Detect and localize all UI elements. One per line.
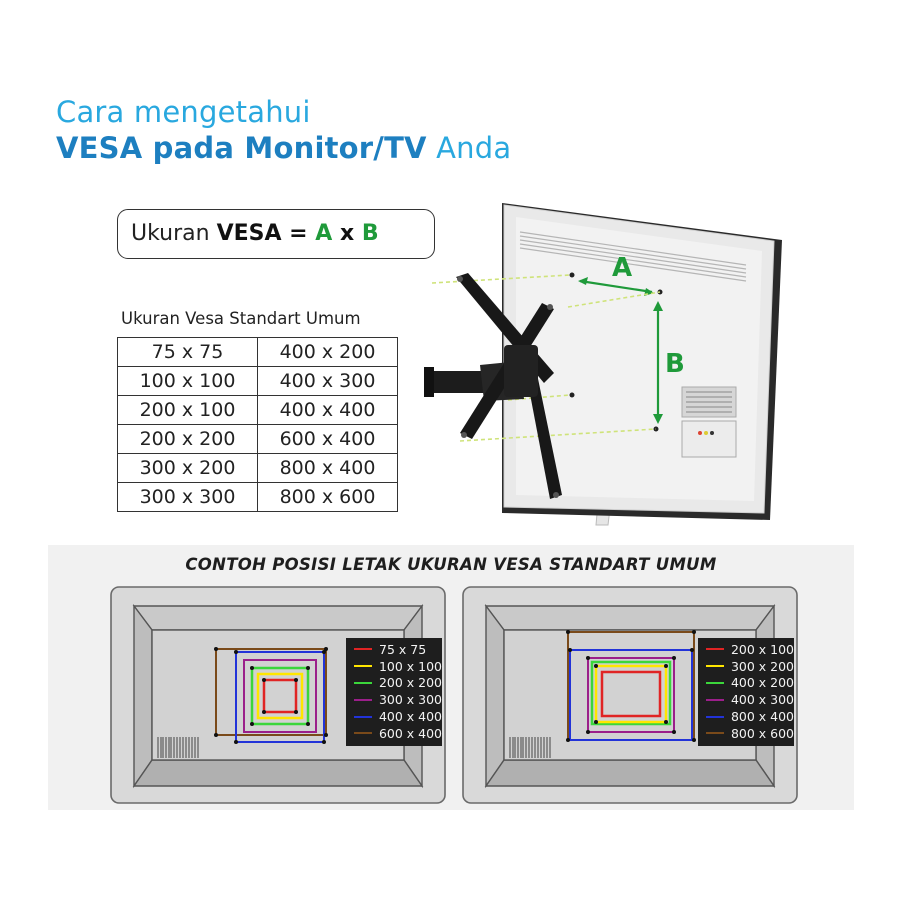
monitor-bracket-illustration [420, 195, 820, 535]
legend-item [706, 725, 794, 742]
label-b: B [665, 349, 685, 379]
table-cell: 800 x 600 [258, 483, 398, 512]
title-line-2-bold: VESA pada Monitor/TV [56, 131, 427, 165]
formula-a: A [315, 221, 333, 246]
vesa-formula-box [117, 209, 435, 259]
table-row [118, 338, 398, 367]
formula-vesa: VESA [216, 221, 282, 246]
legend-label: 400 x 400 [378, 709, 442, 725]
example-panel-right [462, 586, 798, 804]
legend-label: 400 x 300 [730, 692, 794, 708]
table-cell: 200 x 100 [118, 396, 258, 425]
legend-swatch [354, 682, 372, 684]
legend-label: 300 x 200 [730, 658, 794, 674]
legend-swatch [354, 732, 372, 734]
legend-swatch [354, 699, 372, 701]
table-row [118, 396, 398, 425]
table-cell: 400 x 400 [258, 396, 398, 425]
label-a: A [612, 253, 633, 283]
legend-label: 600 x 400 [378, 725, 442, 741]
formula-times: x [332, 221, 362, 246]
table-row [118, 454, 398, 483]
legend-label: 300 x 300 [378, 692, 442, 708]
legend-item [354, 641, 442, 658]
legend-swatch [354, 665, 372, 667]
table-cell: 200 x 200 [118, 425, 258, 454]
legend-label: 800 x 400 [730, 709, 794, 725]
table-cell: 600 x 400 [258, 425, 398, 454]
table-row [118, 425, 398, 454]
legend-item [706, 691, 794, 708]
legend-label: 200 x 100 [730, 641, 794, 657]
legend-swatch [354, 648, 372, 650]
legend-label: 200 x 200 [378, 675, 442, 691]
legend-label: 400 x 200 [730, 675, 794, 691]
title-line-1: Cara mengetahui [56, 95, 311, 129]
legend-item [706, 658, 794, 675]
legend-label: 100 x 100 [378, 658, 442, 674]
page-title [56, 94, 511, 166]
table-cell: 400 x 200 [258, 338, 398, 367]
legend-label: 75 x 75 [379, 641, 427, 657]
table-cell: 300 x 300 [118, 483, 258, 512]
legend-item [706, 675, 794, 692]
formula-prefix: Ukuran [131, 221, 217, 246]
legend-item [354, 675, 442, 692]
legend-item [354, 708, 442, 725]
label-panel [682, 421, 736, 457]
legend-swatch [706, 699, 724, 701]
legend-item [354, 691, 442, 708]
table-cell: 100 x 100 [118, 367, 258, 396]
legend-right [698, 638, 794, 746]
table-cell: 400 x 300 [258, 367, 398, 396]
example-panel-left [110, 586, 446, 804]
legend-left [346, 638, 442, 746]
legend-swatch [706, 682, 724, 684]
legend-label: 800 x 600 [730, 725, 794, 741]
legend-swatch [706, 648, 724, 650]
table-row [118, 483, 398, 512]
legend-item [354, 725, 442, 742]
legend-item [706, 708, 794, 725]
standard-vesa-table [117, 337, 398, 512]
legend-item [354, 658, 442, 675]
legend-swatch [706, 732, 724, 734]
mount-hole [570, 393, 575, 398]
examples-title: CONTOH POSISI LETAK UKURAN VESA STANDART UMUM [185, 555, 717, 574]
formula-b: B [361, 221, 379, 246]
table-row [118, 367, 398, 396]
legend-swatch [354, 716, 372, 718]
examples-section [48, 545, 854, 810]
standard-table-caption: Ukuran Vesa Standart Umum [121, 309, 361, 328]
table-cell: 300 x 200 [118, 454, 258, 483]
legend-item [706, 641, 794, 658]
formula-equals: = [281, 221, 316, 246]
table-cell: 75 x 75 [118, 338, 258, 367]
table-cell: 800 x 400 [258, 454, 398, 483]
legend-swatch [706, 716, 724, 718]
monitor-bracket-drawing [420, 195, 820, 535]
title-line-2 [56, 130, 511, 166]
title-line-2-light: Anda [436, 131, 512, 165]
mount-hole [570, 273, 575, 278]
legend-swatch [706, 665, 724, 667]
